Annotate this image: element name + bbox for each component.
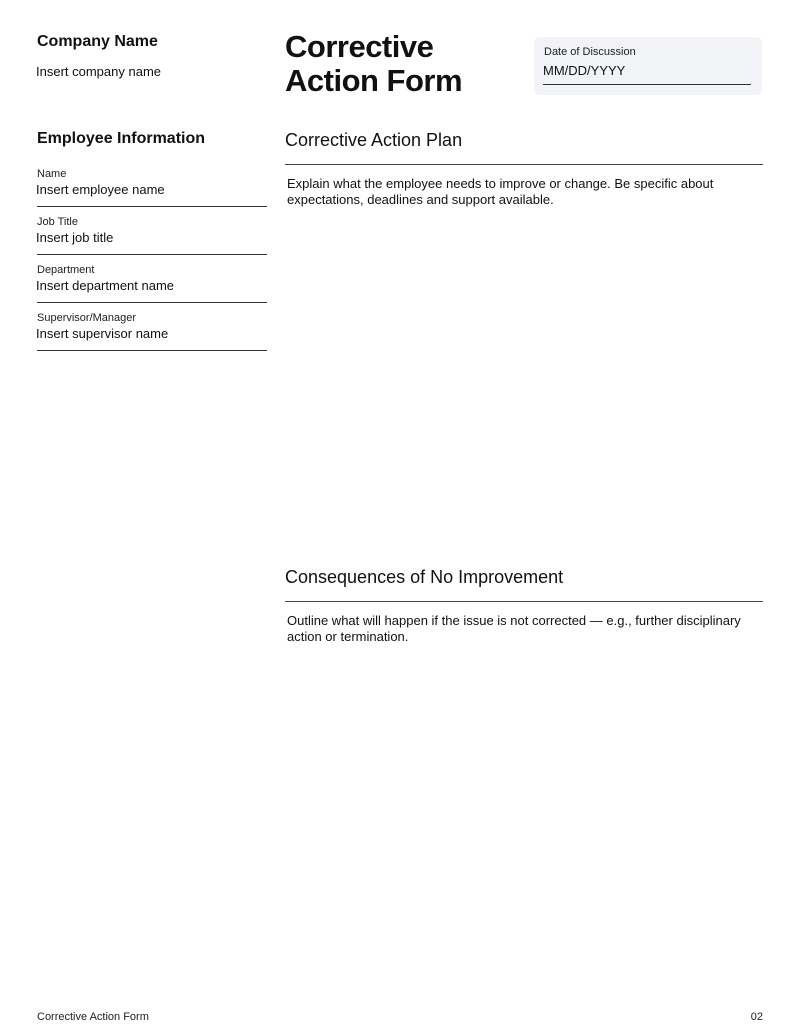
job-title-field[interactable]: Insert job title bbox=[36, 230, 114, 245]
date-of-discussion-box bbox=[534, 37, 762, 95]
department-field-group bbox=[37, 264, 267, 312]
employee-information-heading: Employee Information bbox=[37, 130, 206, 147]
page-title bbox=[285, 30, 525, 98]
consequences-text[interactable]: Outline what will happen if the issue is not corrected — e.g., further disciplinary action or termination. bbox=[287, 613, 741, 644]
corrective-action-plan-text[interactable]: Explain what the employee needs to improve or change. Be specific about expectations, deadlines and support available. bbox=[287, 176, 714, 207]
date-underline bbox=[543, 84, 751, 85]
employee-name-field[interactable]: Insert employee name bbox=[36, 182, 165, 197]
field-underline bbox=[37, 254, 267, 255]
field-underline bbox=[37, 302, 267, 303]
supervisor-field-group bbox=[37, 312, 267, 360]
department-field[interactable]: Insert department name bbox=[36, 278, 175, 293]
section-divider bbox=[285, 164, 763, 165]
consequences-heading: Consequences of No Improvement bbox=[285, 567, 564, 587]
department-label: Department bbox=[37, 264, 95, 276]
page-title-line-1: Corrective bbox=[285, 29, 434, 64]
page-number: 02 bbox=[750, 1011, 763, 1023]
date-of-discussion-label: Date of Discussion bbox=[544, 46, 636, 58]
supervisor-field[interactable]: Insert supervisor name bbox=[36, 326, 169, 341]
field-underline bbox=[37, 350, 267, 351]
page-title-line-2: Action Form bbox=[285, 63, 463, 98]
corrective-action-plan-heading: Corrective Action Plan bbox=[285, 130, 463, 150]
supervisor-label: Supervisor/Manager bbox=[37, 312, 137, 324]
footer-title: Corrective Action Form bbox=[37, 1011, 149, 1023]
employee-name-label: Name bbox=[37, 168, 67, 180]
job-title-field-group bbox=[37, 216, 267, 264]
company-name-field[interactable]: Insert company name bbox=[36, 64, 162, 79]
field-underline bbox=[37, 206, 267, 207]
company-heading: Company Name bbox=[37, 33, 158, 50]
section-divider bbox=[285, 601, 763, 602]
employee-name-field-group bbox=[37, 168, 267, 216]
job-title-label: Job Title bbox=[37, 216, 78, 228]
date-of-discussion-field[interactable]: MM/DD/YYYY bbox=[543, 63, 626, 78]
